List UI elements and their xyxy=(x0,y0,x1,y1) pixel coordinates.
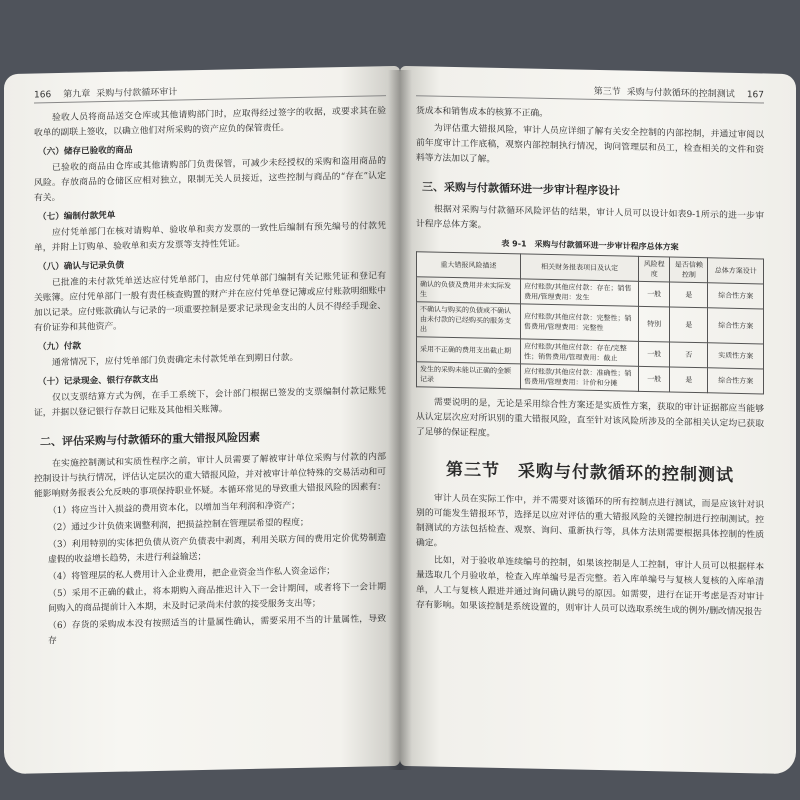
chapter-title: 采购与付款循环审计 xyxy=(96,87,178,100)
paragraph: 比如，对于验收单连续编号的控制，如果该控制是人工控制，审计人员可以根据样本量选取几个月验收单，检查入库单编号是否完整。若入库单编号与复核人复核的入库单清单，人工与复核人跟进并通过询问确认跳号的原因。如需要，进行在证开考虑是否对审计存有影响。如果该控制是系统设置的，则审计人员可以选取系统生成的例外/删改情况报告 xyxy=(416,555,764,618)
audit-plan-table xyxy=(416,251,764,394)
table-cell: 是 xyxy=(670,307,708,343)
subheading: （八）确认与记录负债 xyxy=(38,260,124,273)
right-page xyxy=(400,66,796,774)
table-cell: 是 xyxy=(670,282,708,308)
table-header-cell: 重大错报风险描述 xyxy=(417,252,521,279)
list-item: （4）将管理层的私人费用计入企业费用，把企业资金当作私人资金运作； xyxy=(48,566,336,583)
table-cell: 一般 xyxy=(639,366,670,392)
table-cell: 是 xyxy=(670,367,708,393)
left-page-number: 166 xyxy=(34,90,52,101)
paragraph: 应付凭单部门在核对请购单、验收单和卖方发票的一致性后编制有预先编号的付款凭单，并附上订购单、验收单和卖方发票等支持性凭证。 xyxy=(34,221,386,254)
section-label: 第三节 xyxy=(593,86,621,98)
paragraph: 验收人员将商品送交仓库或其他请购部门时，应取得经过签字的收据，或要求其在验收单的副联上签收，以确立他们对所采购的资产应负的保管责任。 xyxy=(34,106,386,139)
paragraph: 在实施控制测试和实质性程序之前，审计人员需要了解被审计单位采购与付款的内部控制设计与执行情况，评估认定层次的重大错报风险，并对被审计单位特殊的交易活动和可能影响财务报表公允反映的事项保持职业怀疑。本循环常见的导致重大错报风险的因素有： xyxy=(34,452,386,500)
table-cell: 综合性方案 xyxy=(708,283,764,309)
paragraph: 需要说明的是，无论是采用综合性方案还是实质性方案，获取的审计证据都应当能够从认定层次应对所识别的重大错报风险，直至针对该风险所涉及的全部相关认定均已获取了足够的保证程度。 xyxy=(416,397,764,439)
list-item: （3）利用特别的实体把负债从资产负债表中剥离，利用关联方间的费用定价优势制造虚假的收益增长趋势，未进行利益输送； xyxy=(48,533,386,566)
list-item: （6）存货的采购成本没有按照适当的计量属性确认，需要采用不当的计量属性，导致存 xyxy=(48,614,386,647)
table-header-cell: 风险程度 xyxy=(639,256,670,282)
section-heading: 三、采购与付款循环进一步审计程序设计 xyxy=(422,180,620,198)
table-cell: 实质性方案 xyxy=(708,343,764,369)
table-cell: 综合性方案 xyxy=(708,308,764,344)
subheading: （七）编制付款凭单 xyxy=(38,210,116,223)
table-cell: 应付账款/其他应付款：完整性；销售费用/管理费用：完整性 xyxy=(521,304,639,341)
list-item: （1）将应当计入损益的费用资本化，以增加当年利润和净资产； xyxy=(48,500,300,517)
paragraph: 通常情况下，应付凭单部门负责确定未付款凭单在到期日付款。 xyxy=(52,352,299,369)
subheading: （十）记录现金、银行存款支出 xyxy=(38,374,159,388)
table-cell: 发生的采购未能以正确的金额记录 xyxy=(417,362,521,389)
paragraph: 货成本和销售成本的核算不正确。 xyxy=(416,106,548,119)
chapter-label: 第九章 xyxy=(63,89,91,100)
paragraph: 仅以支票结算方式为例，在手工系统下，会计部门根据已签发的支票编制付款记账凭证，并据以登记银行存款日记账及其他相关账簿。 xyxy=(34,386,386,419)
table-caption: 表 9-1 采购与付款循环进一步审计程序总体方案 xyxy=(501,238,679,252)
table-cell: 应付账款/其他应付款：存在/完整性；销售费用/管理费用：截止 xyxy=(521,339,639,366)
subheading: （九）付款 xyxy=(38,341,81,353)
table-cell: 采用不正确的费用支出截止期 xyxy=(417,337,521,364)
open-book xyxy=(4,70,796,770)
table-cell: 综合性方案 xyxy=(708,368,764,394)
paragraph: 已批准的未付款凭单送达应付凭单部门，由应付凭单部门编制有关记账凭证和登记有关账簿。应付凭单部门一般有责任核查购置的财产并在应付凭单登记簿或应付账款明细账中加以记录。应付账款确认与记录的一项重要控制是要求记录现金支出的人员不得经手现金、有价证券和其他资产。 xyxy=(34,271,386,334)
paragraph: 根据对采购与付款循环风险评估的结果，审计人员可以设计如表9-1所示的进一步审计程序总体方案。 xyxy=(416,204,764,231)
table-cell: 特别 xyxy=(639,306,670,342)
section-heading: 二、评估采购与付款循环的重大错报风险因素 xyxy=(40,430,260,449)
list-item: （5）采用不正确的截止，将本期购入商品推迟计入下一会计期间，或者将下一会计期间购入的商品提前计入本期，未及时记录尚未付款的接受服务支出等； xyxy=(48,582,386,615)
paragraph: 审计人员在实际工作中，并不需要对该循环的所有控制点进行测试，而是应该针对识别的可能发生错报环节，选择足以应对评估的重大错报风险的关键控制进行控制测试。控制测试的方法包括检查、观察、询问、重新执行等，具体方法则需要根据具体控制的性质确定。 xyxy=(416,493,764,549)
paragraph: 已验收的商品由仓库或其他请购部门负责保管，可减少未经授权的采购和盗用商品的风险。存放商品的仓储区应相对独立，限制无关人员接近，这些控制与商品的“存在”认定有关。 xyxy=(34,156,386,204)
section-title-large: 第三节 采购与付款循环的控制测试 xyxy=(446,459,734,486)
table-cell: 不确认与购买的负债或不确认由未付款的已经购买的服务支出 xyxy=(417,302,521,339)
right-page-header xyxy=(416,80,764,103)
table-header-cell: 总体方案设计 xyxy=(708,258,764,284)
section-title: 采购与付款循环的控制测试 xyxy=(626,87,735,100)
list-item: （2）通过少计负债来调整利润，把损益控制在管理层希望的程度； xyxy=(48,517,309,534)
table-cell: 一般 xyxy=(639,281,670,307)
left-page-header xyxy=(34,80,386,103)
subheading: （六）储存已验收的商品 xyxy=(38,145,133,158)
book-spine-shadow xyxy=(388,70,412,770)
table-cell: 否 xyxy=(670,342,708,368)
table-cell: 确认的负债及费用并未实际发生 xyxy=(417,277,521,304)
left-page xyxy=(4,66,400,774)
table-cell: 应付账款/其他应付款：准确性；销售费用/管理费用：计价和分摊 xyxy=(521,364,639,391)
right-page-number: 167 xyxy=(746,90,764,101)
table-header-cell: 是否信赖控制 xyxy=(670,257,708,283)
table-cell: 应付账款/其他应付款：存在；销售费用/管理费用：发生 xyxy=(521,279,639,306)
paragraph: 为评估重大错报风险，审计人员应详细了解有关安全控制的内部控制，并通过审阅以前年度审计工作底稿，观察内部控制执行情况，询问管理层和员工，检查相关的文件和资料等方法加以了解。 xyxy=(416,123,764,165)
table-cell: 一般 xyxy=(639,341,670,367)
table-header-cell: 相关财务报表项目及认定 xyxy=(521,254,639,281)
